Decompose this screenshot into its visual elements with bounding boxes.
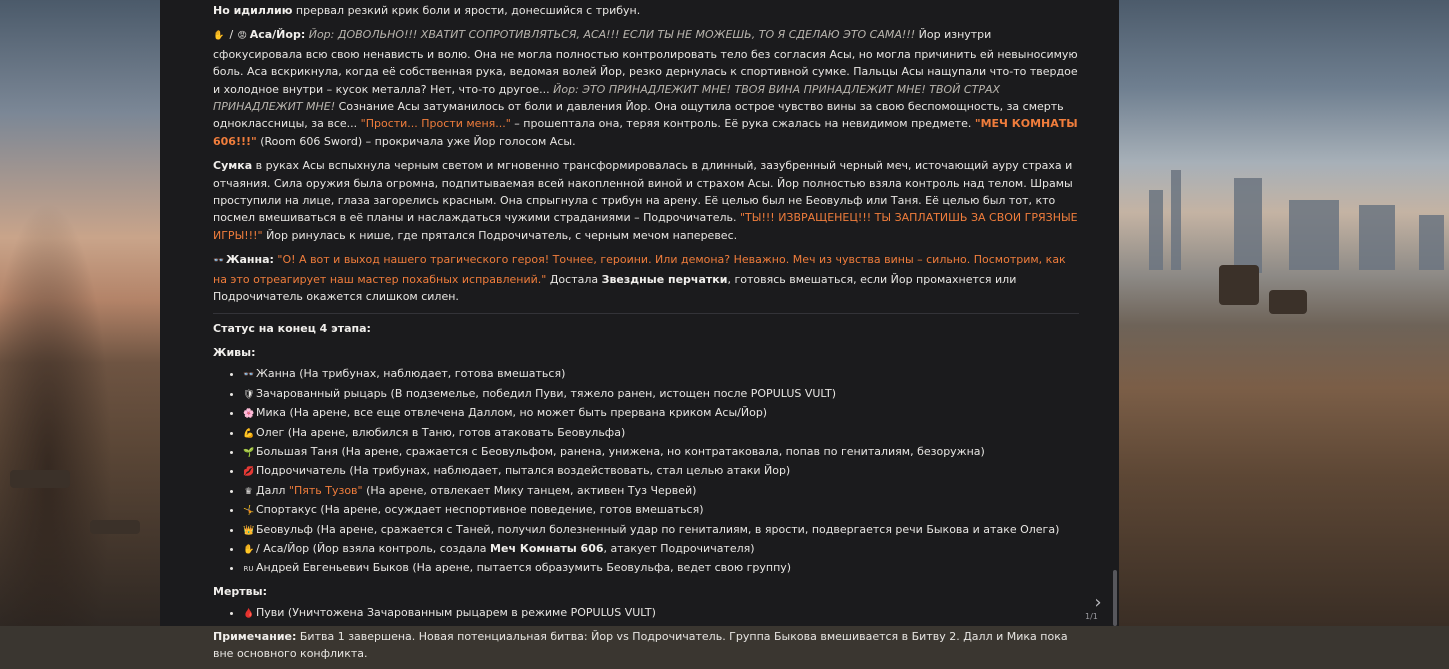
alive-list	[213, 365, 1079, 578]
page-counter: 1/1	[1085, 612, 1098, 621]
list-item	[243, 443, 1079, 462]
text-span: Йор ринулась к нише, где прятался Подрочичатель, с черным мечом наперевес.	[262, 228, 738, 242]
list-item	[243, 424, 1079, 443]
list-item	[243, 385, 1079, 404]
text-span: , готовясь вмешаться, если Йор промахнется или Подрочичатель окажется слишком силен.	[213, 272, 1017, 304]
cartwheel-icon: 🤸	[243, 506, 255, 517]
list-item	[243, 604, 1079, 623]
list-item-text: / Аса/Йор (Йор взяла контроль, создала	[256, 541, 491, 555]
list-item-text: Спортакус (На арене, осуждает неспортивное поведение, готов вмешаться)	[256, 503, 704, 517]
next-button[interactable]	[1088, 592, 1108, 614]
dead-heading-text: Мертвы:	[213, 584, 267, 598]
background-right	[1119, 0, 1449, 626]
ruin-shape	[1234, 178, 1262, 273]
shield-icon: 🛡	[243, 389, 255, 400]
flexed-biceps-icon: 💪	[243, 428, 255, 439]
scrollbar-track[interactable]	[1112, 0, 1119, 626]
text-span: – прошептала она, теряя контроль. Её рука сжалась на невидимом предмете.	[510, 117, 975, 131]
list-item-text: (На арене, отвлекает Мику танцем, активен Туз Червей)	[362, 483, 697, 497]
hand-icon: ✋	[243, 544, 255, 555]
bold-text: Меч Комнаты 606	[490, 541, 604, 555]
background-left	[0, 0, 160, 626]
chevron-right-icon: ›	[1094, 592, 1102, 613]
list-item	[243, 501, 1079, 520]
orange-quote: "ТЫ!!! ИЗВРАЩЕНЕЦ!!! ТЫ ЗАПЛАТИШЬ ЗА СВОИ ГРЯЗНЫЕ ИГРЫ!!!"	[213, 211, 1078, 242]
text-span: Йор изнутри сфокусировала всю свою ненависть и волю. Она не могла полностью контролировать тело без согласия Асы, но могла причинить ей невыносимую боль. Аса вскрикнула, когда её собственная рука, ведомая волей Йор, резко дернулась к спортивной сумке. Пальцы Асы нащупали что-то твердое и холодное внутри – кусок металла? Нет, что-то другое...	[213, 28, 1078, 96]
sprout-icon: 🌱	[243, 447, 255, 458]
note	[213, 628, 1079, 663]
italic-quote: Йор: ЭТО ПРИНАДЛЕЖИТ МНЕ! ТВОЯ ВИНА ПРИНАДЛЕЖИТ МНЕ! ТВОЙ СТРАХ ПРИНАДЛЕЖИТ МНЕ!	[213, 82, 1001, 114]
rock-shape	[10, 470, 70, 488]
status-heading	[213, 320, 1079, 337]
list-item	[243, 559, 1079, 578]
divider	[213, 313, 1079, 314]
list-item-text: Пуви (Уничтожена Зачарованным рыцарем в режиме POPULUS VULT)	[256, 606, 656, 620]
list-item	[243, 482, 1079, 501]
ruin-shape	[1289, 200, 1339, 270]
bold-text: Но идиллию	[213, 4, 293, 17]
hand-icon: ✋	[213, 31, 225, 42]
rock-shape	[1269, 290, 1307, 314]
angry-face-icon: 😡	[237, 31, 247, 42]
message-content	[213, 0, 1079, 669]
speaker-name: Аса/Йор:	[249, 28, 306, 42]
list-item-text: Жанна (На трибунах, наблюдает, готова вмешаться)	[256, 367, 566, 381]
list-item-text: Мика (На арене, все еще отвлечена Даллом, но может быть прервана криком Асы/Йор)	[256, 406, 768, 420]
blood-drop-icon: 🩸	[243, 609, 255, 620]
dead-list	[213, 604, 1079, 623]
italic-quote: Йор: ДОВОЛЬНО!!! ХВАТИТ СОПРОТИВЛЯТЬСЯ, АСА!!! ЕСЛИ ТЫ НЕ МОЖЕШЬ, ТО Я СДЕЛАЮ ЭТО САМА!!!	[308, 28, 916, 42]
list-item	[243, 462, 1079, 481]
list-item-text: Зачарованный рыцарь (В подземелье, победил Пуви, тяжело ранен, истощен после POPULUS VULT)	[256, 386, 837, 400]
cherry-blossom-icon: 🌸	[243, 409, 255, 420]
paragraph-zhanna	[213, 251, 1079, 305]
note-text: Битва 1 завершена. Новая потенциальная битва: Йор vs Подрочичатель. Группа Быкова вмешивается в Битву 2. Далл и Мика пока вне основного конфликта.	[213, 629, 1068, 660]
list-item-text: Подрочичатель (На трибунах, наблюдает, пытался воздействовать, стал целью атаки Йор)	[256, 464, 791, 478]
sunglasses-icon: 👓	[213, 256, 225, 267]
text-span: (Room 606 Sword) – прокричала уже Йор голосом Асы.	[256, 134, 576, 148]
list-item-text: Андрей Евгеньевич Быков (На арене, пытается образумить Беовульфа, ведет свою группу)	[256, 561, 792, 575]
ruin-shape	[1149, 190, 1163, 270]
bold-text: Звездные перчатки	[601, 272, 728, 286]
sunglasses-icon: 👓	[243, 370, 255, 381]
ru-flag-icon: RU	[243, 565, 254, 574]
orange-quote: "О! А вот и выход нашего трагического героя! Точнее, героини. Или демона? Неважно. Меч из чувства вины – сильно. Посмотрим, как на это отреагирует наш мастер похабных исправлений."	[213, 253, 1066, 286]
list-item-text: Олег (На арене, влюбился в Таню, готов атаковать Беовульфа)	[256, 425, 626, 439]
list-item	[243, 540, 1079, 559]
lips-icon: 💋	[243, 467, 255, 478]
separator: /	[226, 28, 237, 42]
speaker-name: Жанна:	[226, 253, 274, 267]
list-item	[243, 521, 1079, 540]
crown-icon: 👑	[243, 525, 255, 536]
ruin-shape	[1171, 170, 1181, 270]
text-span: Сознание Асы затуманилось от боли и давления Йор. Она ощутила острое чувство вины за свою беспомощность, за смерть одноклассницы, за все...	[213, 100, 1064, 131]
list-item-text: Беовульф (На арене, сражается с Таней, получил болезненный удар по гениталиям, в ярости, подвергается речи Быкова и атаке Олега)	[256, 522, 1060, 536]
list-item-text: Большая Таня (На арене, сражается с Беовульфом, ранена, унижена, но контратаковала, попав по гениталиям, безоружна)	[256, 444, 985, 458]
ruin-shape	[1359, 205, 1395, 270]
list-item	[243, 365, 1079, 384]
paragraph-sword	[213, 157, 1079, 244]
paragraph-asa-yor	[213, 26, 1079, 150]
chat-panel	[160, 0, 1119, 660]
list-item	[243, 404, 1079, 423]
scrollbar-thumb[interactable]	[1113, 570, 1117, 626]
status-heading-text: Статус на конец 4 этапа:	[213, 321, 371, 335]
list-item-text: , атакует Подрочичателя)	[603, 541, 755, 555]
bold-text: Сумка	[213, 159, 253, 173]
rock-shape	[1219, 265, 1259, 305]
text-span: прервал резкий крик боли и ярости, донесшийся с трибун.	[292, 4, 641, 17]
dead-heading	[213, 583, 1079, 600]
text-span: Достала	[546, 272, 602, 286]
orange-quote: "Пять Тузов"	[288, 483, 363, 497]
orange-bold-quote: "МЕЧ КОМНАТЫ 606!!!"	[213, 117, 1078, 148]
list-item-text: Далл	[256, 483, 289, 497]
alive-heading-text: Живы:	[213, 345, 256, 359]
orange-quote: "Прости... Прости меня..."	[360, 117, 511, 131]
rock-shape	[90, 520, 140, 534]
paragraph-interrupt	[213, 2, 1079, 19]
note-label: Примечание:	[213, 629, 297, 643]
text-span: в руках Асы вспыхнула черным светом и мгновенно трансформировалась в длинный, зазубренный черный меч, источающий ауру страха и отчаяния. Сила оружия была огромна, подпитываемая всей накопленной виной и страхом Асы. Йор полностью взяла контроль над телом. Шрамы проступили на лице, глаза загорелись красным. Она спрыгнула с трибун на арену. Её целью был не Беовульф или Таня. Её целью был тот, кто посмел вмешиваться в её планы и наслаждаться чужими страданиями – Подрочичатель.	[213, 159, 1073, 225]
alive-heading	[213, 344, 1079, 361]
crown-face-icon: ♛	[244, 486, 253, 497]
ruin-shape	[1419, 215, 1444, 270]
